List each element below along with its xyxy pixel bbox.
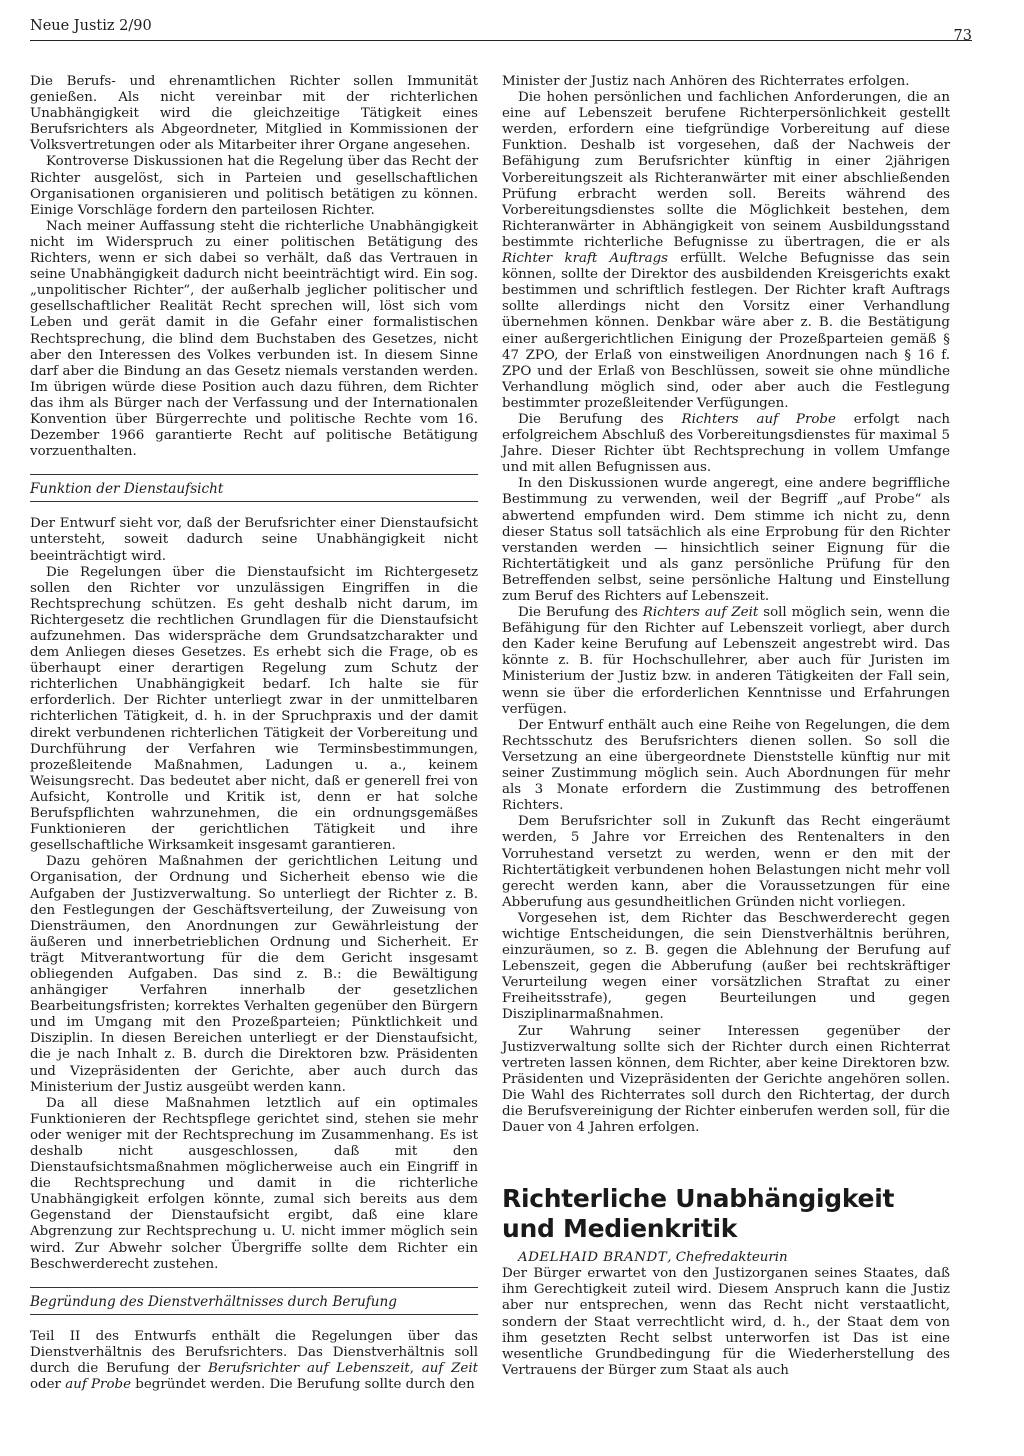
paragraph: Kontroverse Diskussionen hat die Regelung über das Recht der Richter ausgelöst, sich in Parteien und gesellschaftlichen Organisationen organisieren und politisch betätigen zu können. Einige Vorschläge fordern den parteilosen Richter.: [30, 154, 478, 218]
text-run: erfüllt. Welche Befugnisse das sein können, sollte der Direktor des ausbildenden Kreisgerichts exakt bestimmen und schriftlich festlegen. Der Richter kraft Auftrags sollte allerdings nicht den Vorsitz einer Verhandlung übernehmen können. Denkbar wäre aber z. B. die Bestätigung einer außergerichtlichen Einigung der Prozeßparteien gemäß § 47 ZPO, der Erlaß von einstweiligen Anordnungen nach § 16 f. ZPO und der Erlaß von Beschlüssen, soweit sie ohne mündliche Verhandlung möglich sind, oder aber auch die Festlegung bestimmter prozeßleitender Verfügungen.: [502, 251, 950, 411]
emphasis: Richters auf Probe: [681, 411, 836, 427]
paragraph: Der Entwurf enthält auch eine Reihe von Regelungen, die dem Rechtsschutz des Berufsrichters dienen sollen. So soll die Versetzung an eine übergeordnete Dienststelle künftig nur mit seiner Zustimmung möglich sein. Auch Abordnungen für mehr als 3 Monate erfordern die Zustimmung des betroffenen Richters.: [502, 717, 950, 814]
article-title-line: Richterliche Unabhängigkeit: [502, 1184, 895, 1214]
paragraph: Zur Wahrung seiner Interessen gegenüber der Justizverwaltung sollte sich der Richter durch einen Richterrat vertreten lassen können, dem Richter, aber keine Direktoren bzw. Präsidenten und Vizepräsidenten der Gerichte angehören sollen. Die Wahl des Richterrates soll durch den Richtertag, der durch die Berufsvereinigung der Richter einberufen werden soll, für die Dauer von 4 Jahren erfolgen.: [502, 1023, 950, 1136]
paragraph: Der Entwurf sieht vor, daß der Berufsrichter einer Dienstaufsicht untersteht, soweit dadurch seine Unabhängigkeit nicht beeinträchtigt wird.: [30, 516, 478, 564]
text-run: ,: [409, 1361, 422, 1377]
paragraph: Der Bürger erwartet von den Justizorganen seines Staates, daß ihm Gerechtigkeit zuteil wird. Diesem Anspruch kann die Justiz aber nur entsprechen, wenn das Recht nicht verstaatlicht, sondern der Staat verrechtlicht wird, d. h., der Staat dem von ihm gesetzten Recht selbst unterworfen ist Das ist eine wesentliche Grundbedingung für die Wiederherstellung des Vertrauens der Bürger zum Staat als auch: [502, 1266, 950, 1378]
emphasis: auf Probe: [65, 1377, 132, 1393]
article-title: [502, 1184, 950, 1244]
right-column: [502, 74, 950, 1379]
paragraph: Die Regelungen über die Dienstaufsicht im Richtergesetz sollen den Richter vor unzulässigen Eingriffen in die Rechtsprechung schützen. Es geht deshalb nicht darum, im Richtergesetz die rechtlichen Grundlagen für die Dienstaufsicht aufzunehmen. Das widerspräche dem Grundsatzcharakter und dem Anliegen dieses Gesetzes. Es erhebt sich die Frage, ob es überhaupt einer derartigen Regelung zum Schutz der richterlichen Unabhängigkeit bedarf. Ich halte sie für erforderlich. Der Richter unterliegt zwar in der unmittelbaren richterlichen Tätigkeit, d. h. in der Spruchpraxis und der damit direkt verbundenen richterlichen Tätigkeit der Vorbereitung und Durchführung der Verfahren wie Terminsbestimmungen, prozeßleitende Maßnahmen, Ladungen u. a., keinem Weisungsrecht. Das bedeutet aber nicht, daß er generell frei von Aufsicht, Kontrolle und Kritik ist, denn er hat solche Berufspflichten wahrzunehmen, die ein ordnungsgemäßes Funktionieren der gerichtlichen Tätigkeit und ihre gesellschaftliche Wirksamkeit insgesamt garantieren.: [30, 564, 478, 854]
text-run: Die Berufung des: [518, 411, 682, 427]
text-run: soll möglich sein, wenn die Befähigung für den Richter auf Lebenszeit vorliegt, aber durch den Kader keine Berufung auf Lebenszeit angestrebt wird. Das könnte z. B. für Hochschullehrer, aber auch für Juristen im Ministerium der Justiz bzw. in anderen Tätigkeiten der Fall sein, wenn sie über die erforderlichen Kenntnisse und Erfahrungen verfügen.: [502, 605, 950, 717]
paragraph: Dazu gehören Maßnahmen der gerichtlichen Leitung und Organisation, der Ordnung und Sicherheit ebenso wie die Aufgaben der Justizverwaltung. So unterliegt der Richter z. B. den Festlegungen der Geschäftsverteilung, der Zuweisung von Diensträumen, den Anordnungen zur Gewährleistung der äußeren und innerbetrieblichen Ordnung und Sicherheit. Er trägt Mitverantwortung für die dem Gericht insgesamt obliegenden Aufgaben. Das sind z. B.: die Bewältigung anhängiger Verfahren innerhalb der gesetzlichen Bearbeitungsfristen; korrektes Verhalten gegenüber den Bürgern und im Umgang mit den Prozeßparteien; Pünktlichkeit und Disziplin. In diesen Bereichen unterliegt er der Dienstaufsicht, die je nach Inhalt z. B. durch die Direktoren bzw. Präsidenten und Vizepräsidenten der Gerichte, aber auch durch das Ministerium der Justiz ausgeübt werden kann.: [30, 854, 478, 1095]
emphasis: Berufsrichter auf Lebenszeit: [208, 1361, 410, 1377]
paragraph: [502, 412, 950, 476]
section-heading-dienstaufsicht: Funktion der Dienstaufsicht: [30, 474, 478, 502]
text-run: oder: [30, 1377, 66, 1393]
paragraph: Nach meiner Auffassung steht die richterliche Unabhängigkeit nicht im Widerspruch zu einer politischen Betätigung des Richters, wenn er sich dabei so verhält, daß das Vertrauen in seine Unabhängigkeit dadurch nicht beeinträchtigt wird. Ein sog. „unpolitischer Richter“, der außerhalb jeglicher politischer und gesellschaftlicher Realität Recht sprechen will, löst sich vom Leben und gerät damit in die Gefahr einer formalistischen Rechtsprechung, die blind dem Buchstaben des Gesetzes, nicht aber den Interessen des Volkes verbunden ist. In diesem Sinne darf aber die Bindung an das Gesetz niemals verstanden werden. Im übrigen würde diese Position auch dazu führen, dem Richter das ihm als Bürger nach der Verfassung und der Internationalen Konvention über Bürgerrechte und politische Rechte vom 16. Dezember 1966 garantierte Recht auf politische Betätigung vorzuenthalten.: [30, 218, 478, 460]
text-run: Die hohen persönlichen und fachlichen Anforderungen, die an eine auf Lebenszeit berufene Richterpersönlichkeit gestellt werden, erfordern eine tiefgründige Vorbereitung auf diese Funktion. Deshalb ist vorgesehen, daß der Nachweis der Befähigung zum Berufsrichter künftig in einer 2jährigen Vorbereitungszeit als Richteranwärter mit einer abschließenden Prüfung erbracht werden soll. Bereits während des Vorbereitungsdienstes sollte die Möglichkeit bestehen, dem Richteranwärter in Abhängigkeit von seinem Ausbildungsstand bestimmte richterliche Befugnisse zu übertragen, die er als: [502, 90, 950, 250]
page-header: [30, 18, 972, 44]
author-role: , Chefredakteurin: [667, 1250, 788, 1266]
paragraph: Die Berufs- und ehrenamtlichen Richter sollen Immunität genießen. Als nicht vereinbar mit der richterlichen Unabhängigkeit wird die gleichzeitige Tätigkeit eines Berufsrichters als Abgeordneter, Mitglied in Kommissionen der Volksvertretungen oder als Mitarbeiter ihrer Organe angesehen.: [30, 74, 478, 154]
article-title-line: und Medienkritik: [502, 1214, 738, 1244]
paragraph: In den Diskussionen wurde angeregt, eine andere begriffliche Bestimmung zu verwenden, weil der Begriff „auf Probe“ als abwertend empfunden wird. Dem stimme ich nicht zu, denn dieser Status soll tatsächlich als eine Erprobung für den Richter verstanden werden — hinsichtlich seiner Eignung für die Richtertätigkeit und als ganz persönliche Prüfung für den Betreffenden selbst, seine persönliche Haltung und Einstellung zum Beruf des Richters auf Lebenszeit.: [502, 476, 950, 604]
text-run: begründet werden. Die Berufung sollte durch den: [131, 1377, 475, 1393]
paragraph: Minister der Justiz nach Anhören des Richterrates erfolgen.: [502, 74, 910, 89]
paragraph: [502, 90, 950, 412]
paragraph: [30, 1329, 478, 1393]
left-column: [30, 74, 478, 1393]
paragraph: Da all diese Maßnahmen letztlich auf ein optimales Funktionieren der Rechtspflege gerichtet sind, stehen sie mehr oder weniger mit der Rechtsprechung im Zusammenhang. Es ist deshalb nicht ausgeschlossen, daß mit den Dienstaufsichtsmaßnahmen möglicherweise auch ein Eingriff in die Rechtsprechung und damit in die richterliche Unabhängigkeit erfolgen könnte, zumal sich bereits aus dem Gegenstand der Dienstaufsicht ergibt, daß eine klare Abgrenzung zur Rechtsprechung u. U. nicht immer möglich sein wird. Zur Abwehr solcher Übergriffe sollte dem Richter ein Beschwerderecht zustehen.: [30, 1095, 478, 1272]
author-name: ADELHAID BRANDT: [518, 1250, 668, 1266]
text-run: Die Berufung des: [518, 605, 643, 621]
paragraph: [502, 605, 950, 718]
page-number: 73: [953, 28, 972, 44]
emphasis: Richter kraft Auftrags: [502, 251, 669, 267]
text-run: erfolgt nach erfolgreichem Abschluß des Vorbereitungsdienstes für maximal 5 Jahre. Dieser Richter übt Rechtsprechung in vollem Umfange und mit allen Befugnissen aus.: [502, 411, 950, 476]
paragraph: Dem Berufsrichter soll in Zukunft das Recht eingeräumt werden, 5 Jahre vor Erreichen des Rentenalters in den Vorruhestand versetzt zu werden, wenn er den mit der Richtertätigkeit verbundenen hohen Belastungen nicht mehr voll gerecht werden kann, aber die Voraussetzungen für eine Abberufung aus gesundheitlichen Gründen nicht vorliegen.: [502, 814, 950, 910]
emphasis: Richters auf Zeit: [642, 605, 759, 621]
article-author: [502, 1250, 950, 1266]
text-run: Teil II des Entwurfs enthält die Regelungen über das Dienstverhältnis des Berufsrichters. Das Dienstverhältnis soll durch die Berufung der: [30, 1328, 478, 1377]
journal-name: Neue Justiz 2/90: [30, 18, 152, 34]
section-heading-berufung: Begründung des Dienstverhältnisses durch Berufung: [30, 1287, 478, 1315]
paragraph: Vorgesehen ist, dem Richter das Beschwerderecht gegen wichtige Entscheidungen, die sein Dienstverhältnis berühren, einzuräumen, so z. B. gegen die Ablehnung der Berufung auf Lebenszeit, gegen die Abberufung (außer bei rechtskräftiger Verurteilung wegen einer vorsätzlichen Straftat zu einer Freiheitsstrafe), gegen Beurteilungen und gegen Disziplinarmaßnahmen.: [502, 910, 950, 1023]
emphasis: auf Zeit: [421, 1361, 478, 1377]
